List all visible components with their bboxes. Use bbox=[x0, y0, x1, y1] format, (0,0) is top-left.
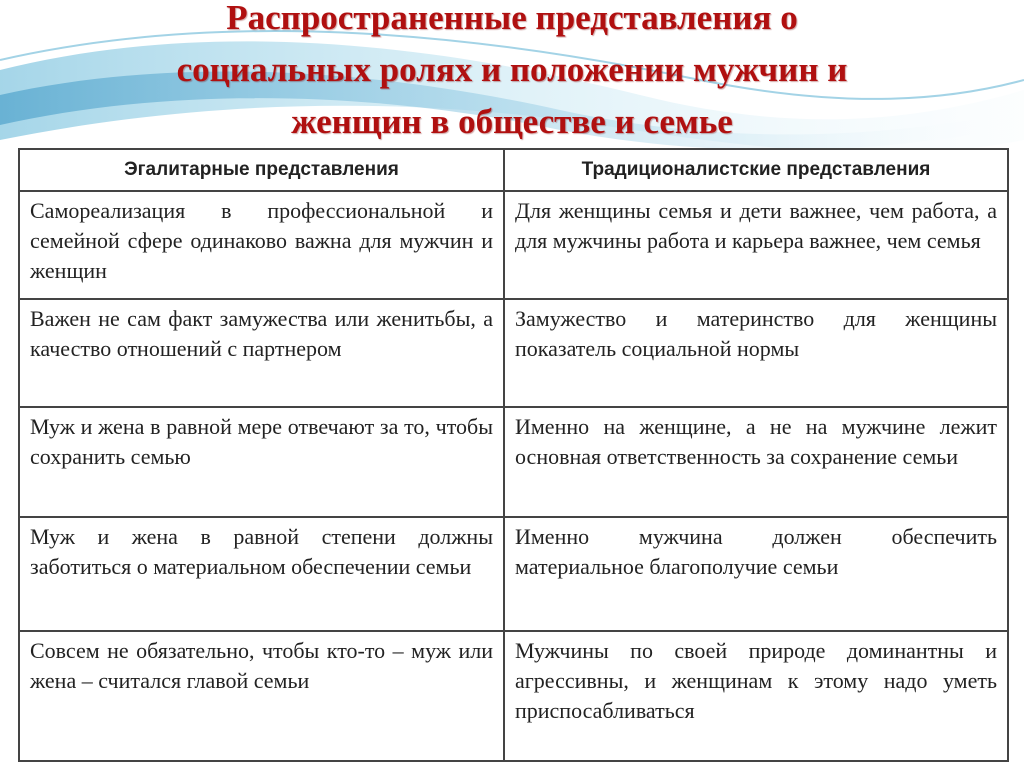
cell-traditionalist: Мужчины по своей природе доминантны и агрессивны, и женщинам к этому надо уметь приспосабливаться bbox=[504, 631, 1008, 761]
table-row bbox=[19, 299, 1008, 407]
cell-traditionalist: Именно мужчина должен обеспечить материальное благополучие семьи bbox=[504, 517, 1008, 631]
table-row bbox=[19, 191, 1008, 299]
cell-egalitarian: Совсем не обязательно, чтобы кто-то – муж или жена – считался главой семьи bbox=[19, 631, 504, 761]
cell-traditionalist: Именно на женщине, а не на мужчине лежит основная ответственность за сохранение семьи bbox=[504, 407, 1008, 517]
table-row bbox=[19, 407, 1008, 517]
cell-egalitarian: Самореализация в профессиональной и семейной сфере одинаково важна для мужчин и женщин bbox=[19, 191, 504, 299]
header-traditionalist: Традиционалистские представления bbox=[504, 149, 1008, 191]
cell-egalitarian: Муж и жена в равной мере отвечают за то, чтобы сохранить семью bbox=[19, 407, 504, 517]
cell-egalitarian: Муж и жена в равной степени должны заботиться о материальном обеспечении семьи bbox=[19, 517, 504, 631]
cell-traditionalist: Замужество и материнство для женщины показатель социальной нормы bbox=[504, 299, 1008, 407]
header-egalitarian: Эгалитарные представления bbox=[19, 149, 504, 191]
table-row bbox=[19, 517, 1008, 631]
slide-title bbox=[0, 0, 1024, 148]
cell-egalitarian: Важен не сам факт замужества или женитьбы, а качество отношений с партнером bbox=[19, 299, 504, 407]
table-header-row bbox=[19, 149, 1008, 191]
comparison-table bbox=[18, 148, 1009, 762]
title-line-2: социальных ролях и положении мужчин и bbox=[176, 50, 848, 89]
table-row bbox=[19, 631, 1008, 761]
cell-traditionalist: Для женщины семья и дети важнее, чем работа, а для мужчины работа и карьера важнее, чем семья bbox=[504, 191, 1008, 299]
title-line-1: Распространенные представления о bbox=[226, 0, 798, 37]
title-line-3: женщин в обществе и семье bbox=[291, 102, 733, 141]
